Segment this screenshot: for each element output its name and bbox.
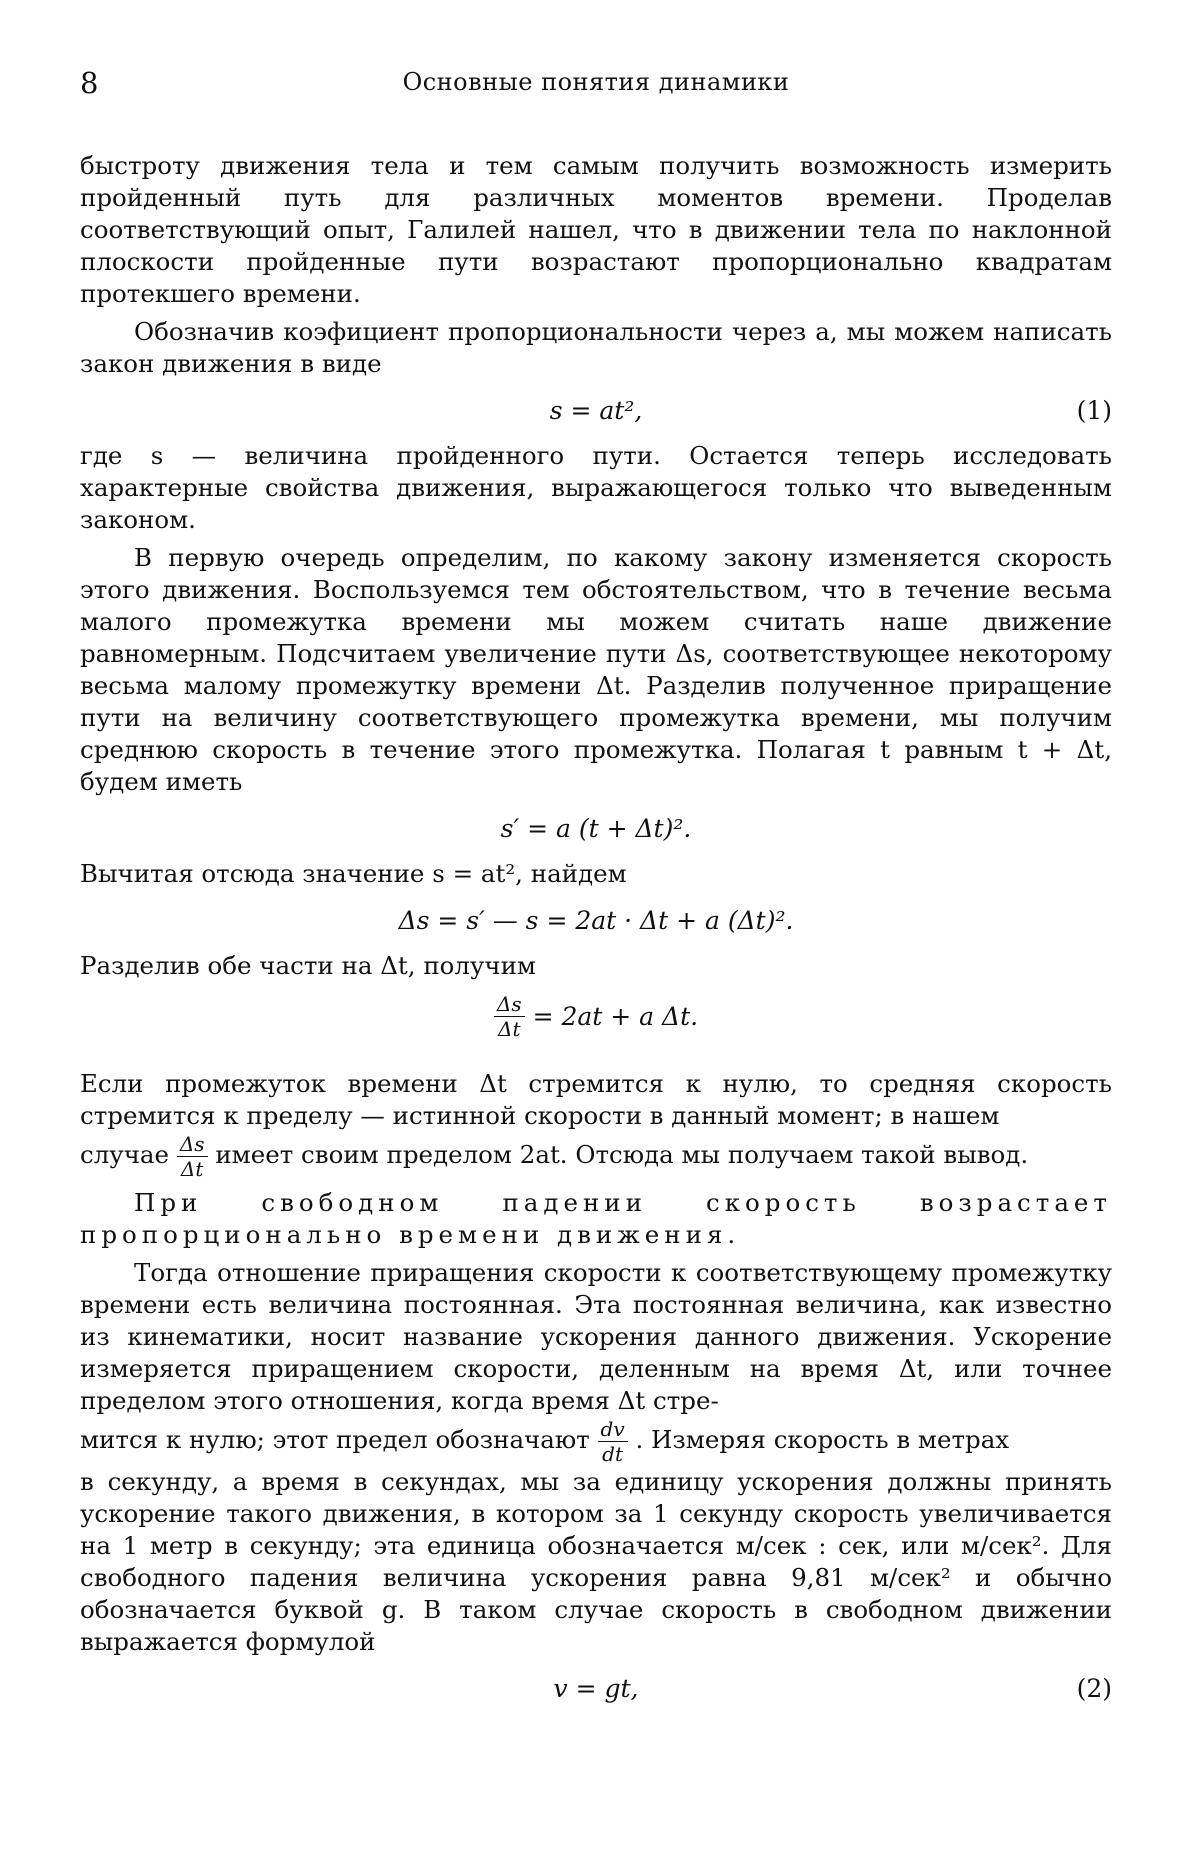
fraction-numerator: Δs [494,992,525,1017]
inline-fraction [598,1417,628,1466]
fraction-numerator: Δs [177,1132,208,1157]
paragraph-line-with-fraction [80,1132,1112,1181]
equation-formula: = 2at + a Δt. [532,1002,699,1031]
text-segment: случае [80,1140,170,1169]
equation-4 [80,988,1112,1068]
page-number: 8 [80,66,99,100]
equation-number: (1) [1076,396,1112,425]
equation-formula: v = gt, [553,1674,639,1703]
fraction-denominator: Δt [180,1157,204,1181]
page-body [80,150,1112,1718]
paragraph-line-with-fraction [80,1417,1112,1466]
fraction-denominator: dt [602,1442,624,1466]
equation-formula: s = at², [549,396,643,425]
paragraph: В первую очередь определим, по какому закону изменяется скорость этого движения. Воспользуемся тем обстоятельством, что в течение весьма малого промежутка времени мы можем считать наше движение равномерным. Подсчитаем увеличение пути Δs, соответствующее некоторому весьма малому промежутку времени Δt. Разделив полученное приращение пути на величину соответствующего промежутка времени, мы получим среднюю скорость в течение этого промежутка. Полагая t равным t + Δt, будем иметь [80,543,1112,796]
equation-number: (2) [1076,1674,1112,1703]
paragraph: Тогда отношение приращения скорости к соответствующему промежутку времени есть величина постоянная. Эта постоянная величина, как известно из кинематики, носит название ускорения данного движения. Ускорение измеряется приращением скорости, деленным на время Δt, или точнее пределом этого отношения, когда время Δt стре- [80,1258,1112,1415]
paragraph: Вычитая отсюда значение s = at², найдем [80,859,627,888]
paragraph: Если промежуток времени Δt стремится к нулю, то средняя скорость стремится к пределу — истинной скорости в данный момент; в нашем [80,1069,1112,1130]
running-title: Основные понятия динамики [402,68,790,96]
text-segment: мится к нулю; этот предел обозначают [80,1425,590,1454]
inline-fraction [177,1132,208,1181]
equation-formula: Δs = s′ — s = 2at · Δt + a (Δt)². [398,906,794,935]
paragraph: Обозначив коэфициент пропорциональности через a, мы можем написать закон движения в виде [80,317,1112,378]
fraction-numerator: dv [598,1417,628,1442]
paragraph: в секунду, а время в секундах, мы за единицу ускорения должны принять ускорение такого движения, в котором за 1 секунду скорость увеличивается на 1 метр в секунду; эта единица обозначается м/сек : сек, или м/сек². Для свободного падения величина ускорения равна 9,81 м/сек² и обычно обозначается буквой g. В таком случае скорость в свободном движении выражается формулой [80,1467,1112,1656]
paragraph: где s — величина пройденного пути. Остается теперь исследовать характерные свойства движения, выражающегося только что выведенным законом. [80,441,1112,534]
equation-1 [80,386,1112,440]
page-header [80,66,1112,112]
fraction [494,992,525,1041]
paragraph: быстроту движения тела и тем самым получить возможность измерить пройденный путь для различных моментов времени. Проделав соответствующий опыт, Галилей нашел, что в движении тела по наклонной плоскости пройденные пути возрастают пропорционально квадратам протекшего времени. [80,151,1112,308]
equation-2 [80,804,1112,858]
emphasized-statement: При свободном падении скорость возрастает пропорционально времени движения. [80,1188,1112,1249]
equation-5 [80,1664,1112,1718]
equation-fraction [80,992,1112,1041]
fraction-denominator: Δt [498,1017,521,1041]
paragraph: Разделив обе части на Δt, получим [80,951,536,980]
equation-formula: s′ = a (t + Δt)². [500,814,692,843]
equation-3 [80,896,1112,950]
text-segment: имеет своим пределом 2at. Отсюда мы получаем такой вывод. [215,1140,1029,1169]
text-segment: . Измеряя скорость в метрах [635,1425,1010,1454]
